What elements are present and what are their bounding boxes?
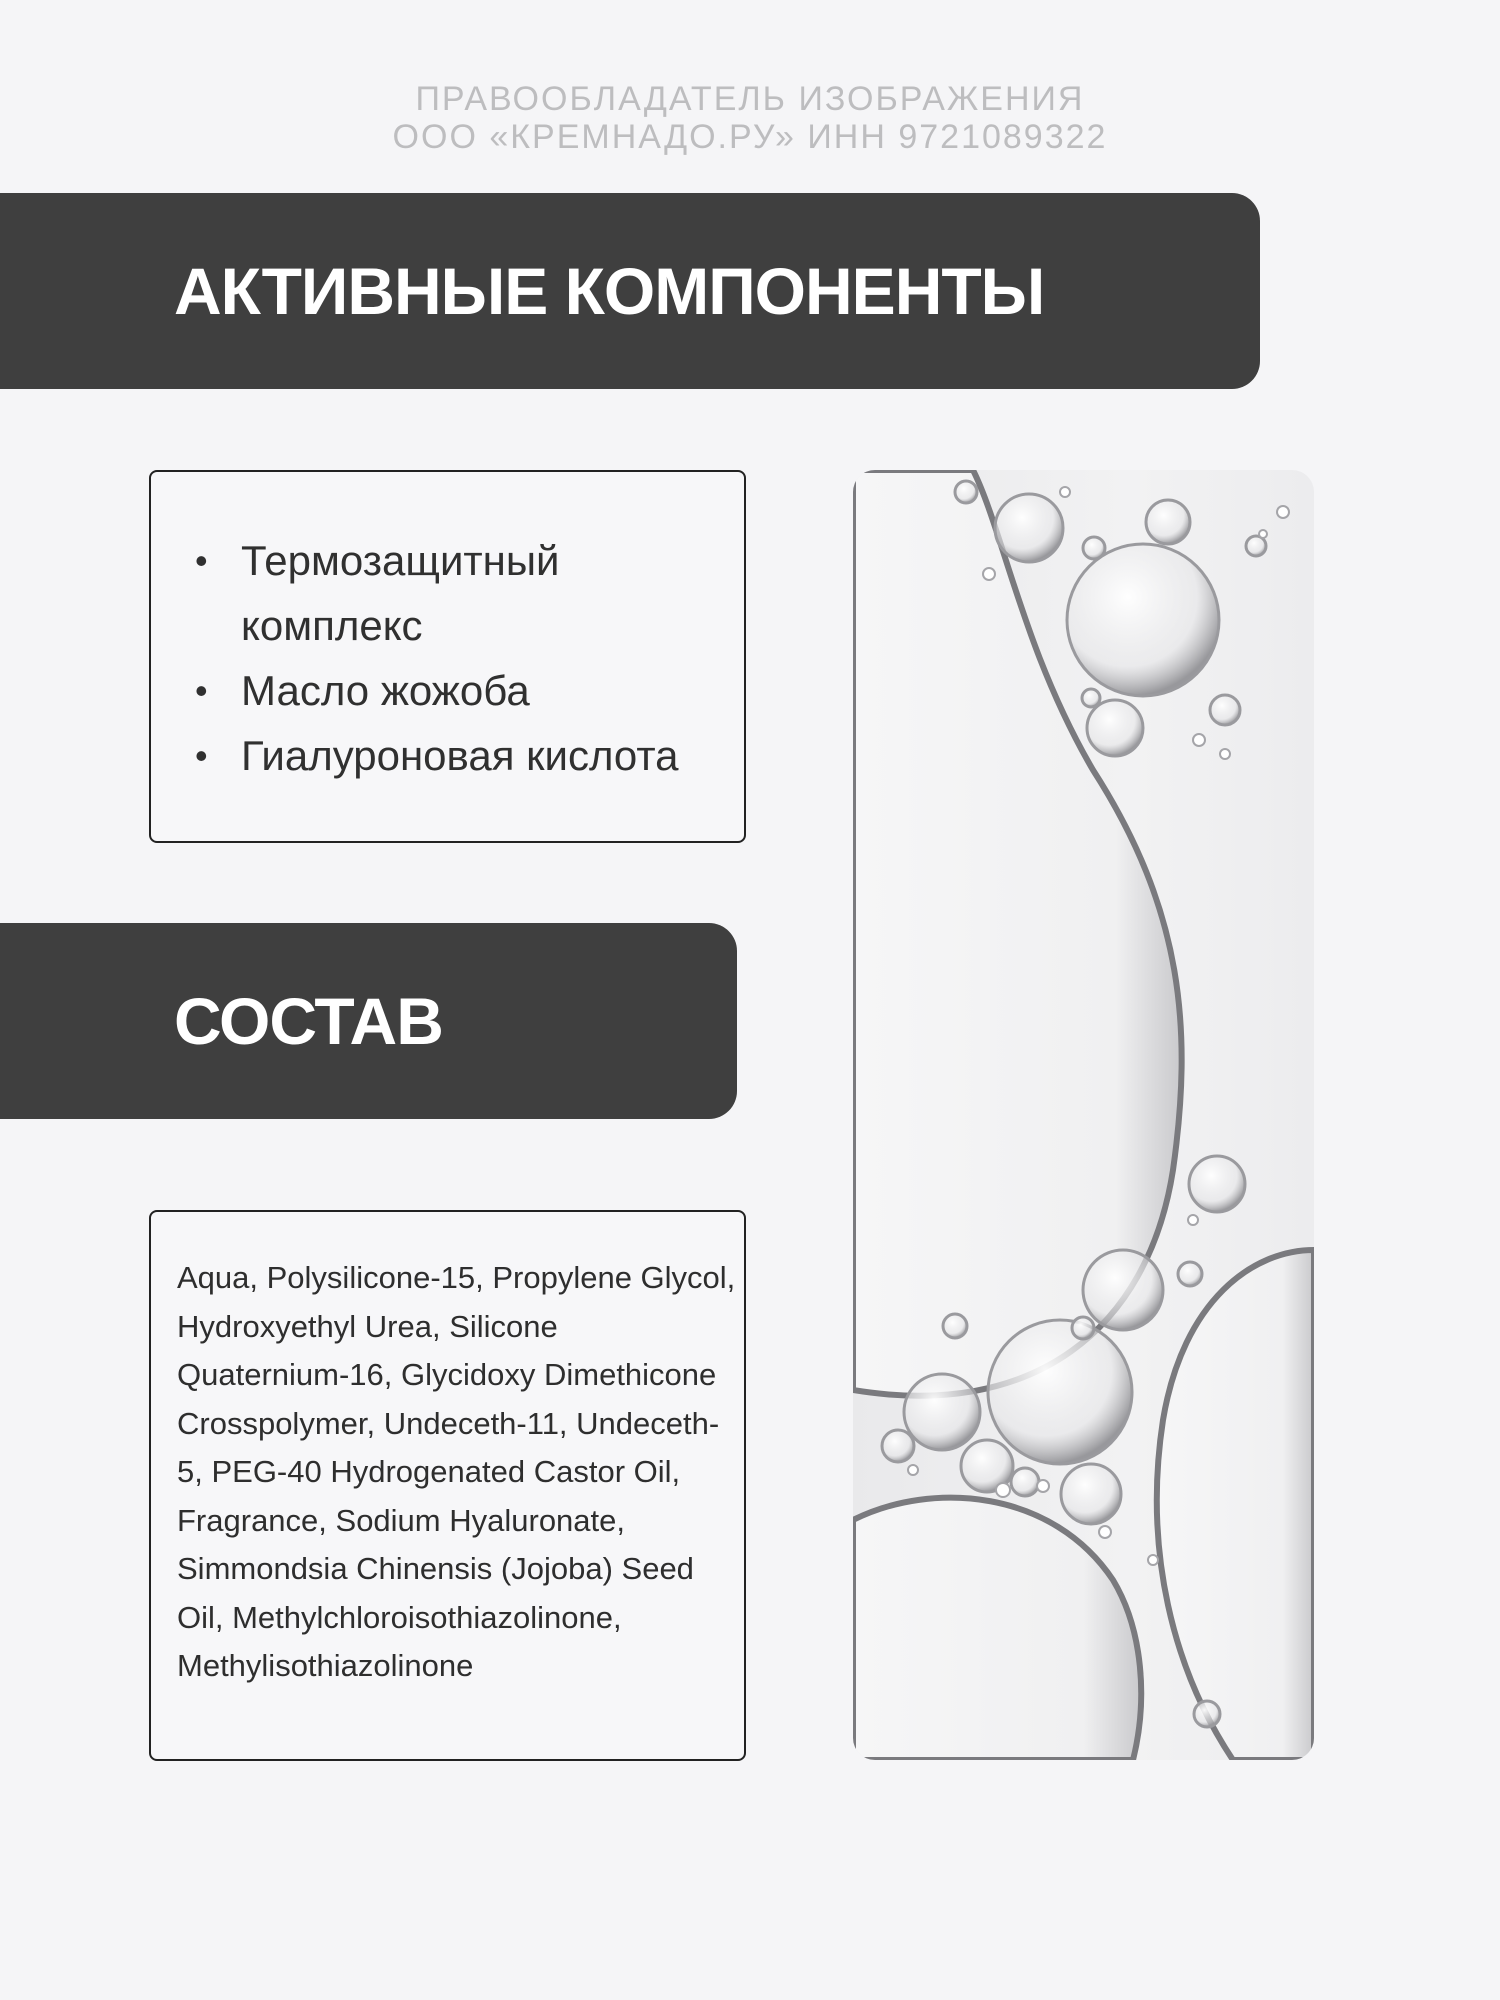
composition-title: СОСТАВ [174, 984, 443, 1058]
list-item-label: Термозащитный комплекс [241, 537, 560, 649]
list-item-label: Масло жожоба [241, 667, 530, 714]
list-item-label: Гиалуроновая кислота [241, 732, 679, 779]
active-components-banner [0, 193, 1260, 389]
bullet-icon: • [195, 540, 208, 581]
list-item [195, 723, 744, 788]
copyright-watermark [0, 80, 1500, 156]
right-drop-shape [1157, 1250, 1314, 1760]
active-components-title: АКТИВНЫЕ КОМПОНЕНТЫ [174, 254, 1045, 328]
bottom-drop-shape [853, 1498, 1141, 1760]
watermark-line-1: ПРАВООБЛАДАТЕЛЬ ИЗОБРАЖЕНИЯ [415, 80, 1085, 118]
watermark-line-2: ООО «КРЕМНАДО.РУ» ИНН 9721089322 [392, 118, 1108, 156]
composition-banner [0, 923, 737, 1119]
composition-text: Aqua, Polysilicone-15, Propylene Glycol, Hydroxyethyl Urea, Silicone Quaternium-16, Glycidoxy Dimethicone Crosspolymer, Undeceth-11, Undeceth-5, PEG-40 Hydrogenated Castor Oil, Fragrance, Sodium Hyaluronate, Simmondsia Chinensis (Jojoba) Seed Oil, Methylchloroisothiazolinone, Methylisothiazolinone [177, 1260, 736, 1683]
active-components-card [149, 470, 746, 843]
bubbles-illustration [853, 470, 1314, 1760]
active-components-list [151, 472, 744, 788]
bullet-icon: • [195, 735, 208, 776]
bullet-icon: • [195, 670, 208, 711]
list-item [195, 528, 744, 658]
list-item [195, 658, 744, 723]
serum-bubbles-image [853, 470, 1314, 1760]
composition-card [149, 1210, 746, 1761]
